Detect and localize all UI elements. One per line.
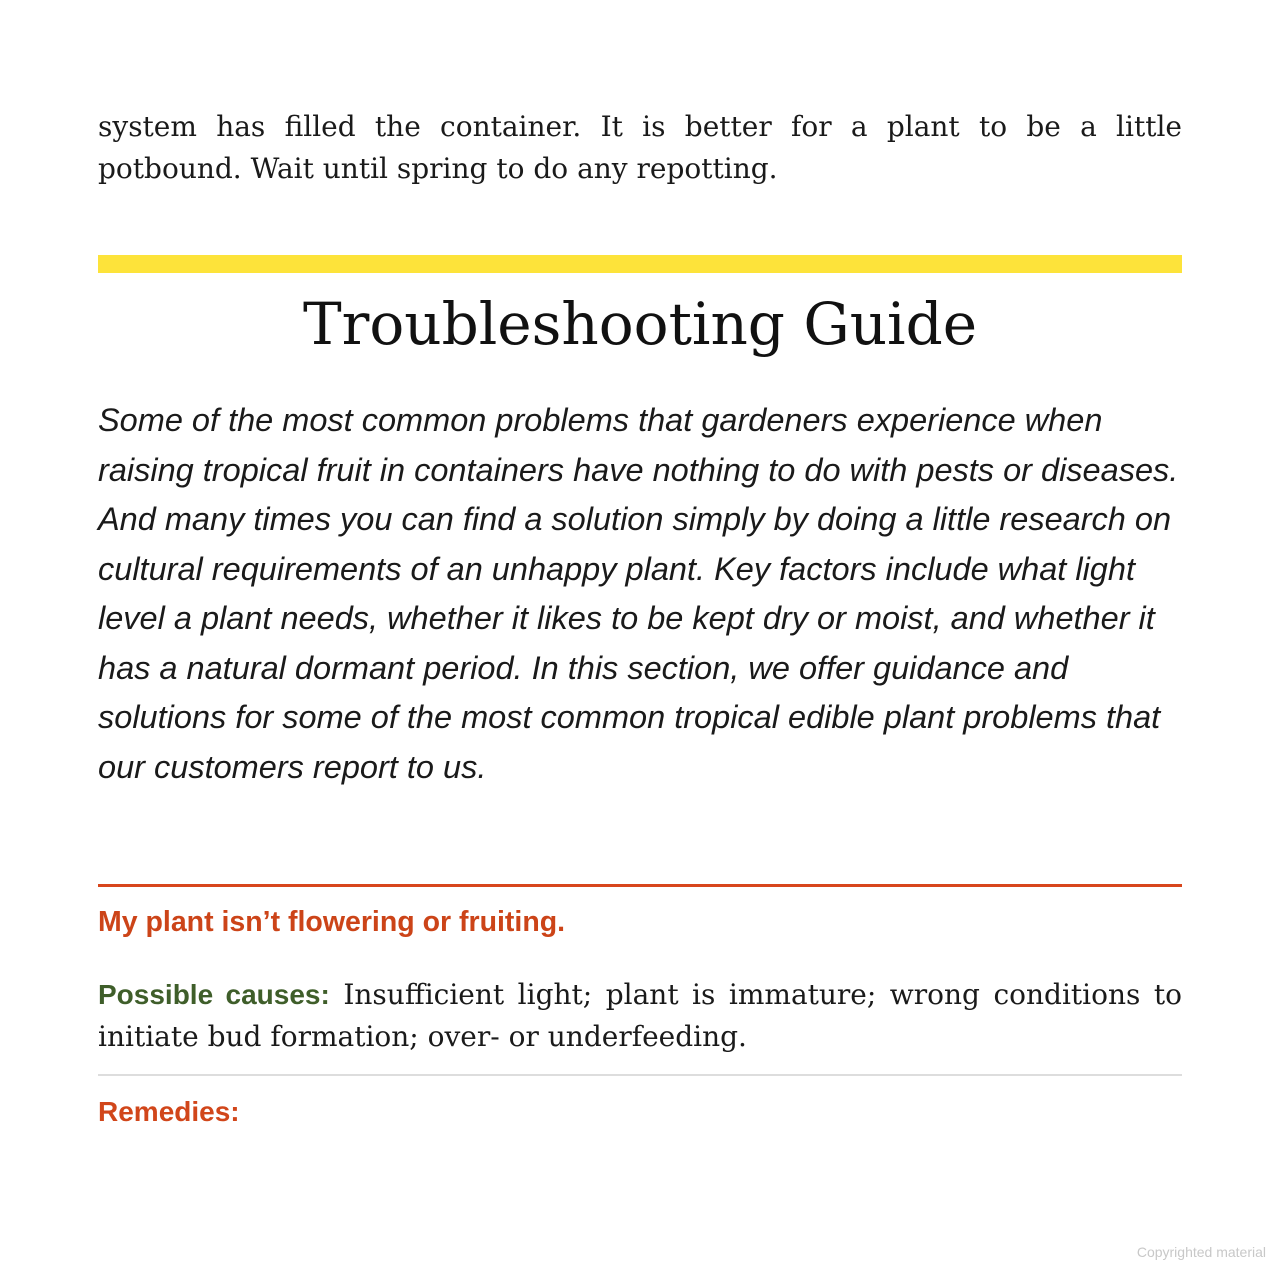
possible-causes-paragraph [98,974,1182,1058]
problem-heading: My plant isn’t flowering or fruiting. [98,906,566,938]
intro-paragraph: system has filled the container. It is better for a plant to be a little potbound. Wait until spring to do any repotting. [98,110,1182,185]
lead-paragraph: Some of the most common problems that gardeners experience when raising tropical fruit in containers have nothing to do with pests or diseases. And many times you can find a solution simply by doing a little research on cultural requirements of an unhappy plant. Key factors include what light level a plant needs, whether it likes to be kept dry or moist, and whether it has a natural dormant period. In this section, we offer guidance and solutions for some of the most common tropical edible plant problems that our customers report to us. [98,402,1179,785]
possible-causes-label: Possible causes: [98,979,330,1010]
section-title: Troubleshooting Guide [302,290,978,358]
orange-divider [98,884,1182,887]
remedies-label: Remedies: [98,1096,240,1127]
copyright-note: Copyrighted material [1136,1244,1266,1260]
possible-causes-text: Insufficient light; plant is immature; wrong conditions to initiate bud formation; over- or underfeeding. [98,978,1182,1053]
gray-divider [98,1074,1182,1076]
yellow-divider [98,255,1182,273]
